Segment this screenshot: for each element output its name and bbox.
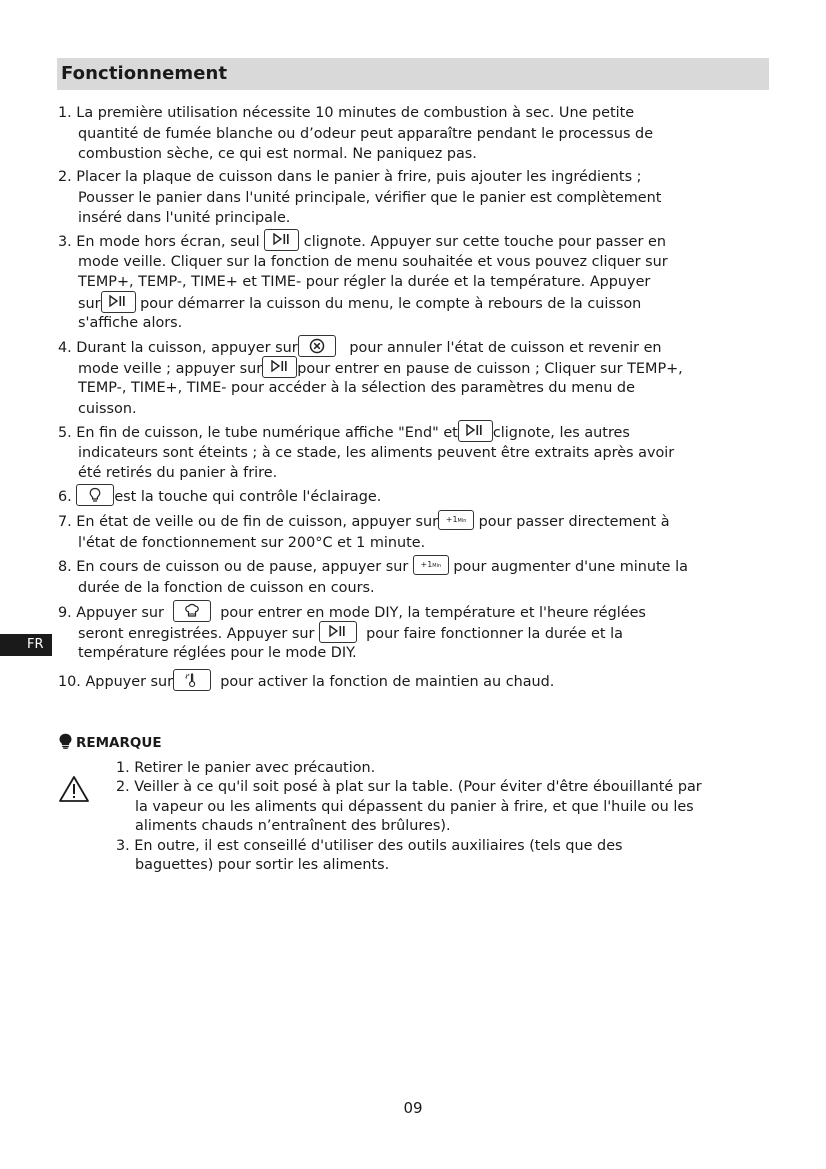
- plus-one-minute-key-icon: [413, 555, 449, 575]
- instruction-line: [58, 623, 770, 644]
- note-item: 3. En outre, il est conseillé d'utiliser des outils auxiliaires (tels que des: [116, 837, 623, 854]
- text-fragment: est la touche qui contrôle l'éclairage.: [114, 489, 382, 505]
- instruction-line: durée de la fonction de cuisson en cours.: [78, 579, 375, 596]
- text-fragment: 10. Appuyer sur: [58, 674, 174, 690]
- text-fragment: 5. En fin de cuisson, le tube numérique affiche "End" et: [58, 425, 458, 441]
- note-item: 2. Veiller à ce qu'il soit posé à plat sur la table. (Pour éviter d'être ébouillanté par: [116, 779, 702, 796]
- text-fragment: clignote. Appuyer sur cette touche pour passer en: [303, 234, 666, 250]
- instruction-item-10: [58, 671, 770, 692]
- section-title: Fonctionnement: [61, 63, 228, 84]
- text-fragment: seront enregistrées. Appuyer sur: [78, 625, 315, 642]
- instruction-line: [58, 486, 770, 507]
- instruction-item-8: [58, 557, 770, 598]
- instruction-line: [58, 602, 770, 623]
- instruction-item-1: [58, 103, 770, 165]
- instruction-item-6: [58, 486, 770, 507]
- text-fragment: clignote, les autres: [492, 425, 630, 441]
- lightbulb-icon: [58, 733, 73, 753]
- plus-key-unit: Min: [457, 518, 467, 524]
- instruction-line: température réglées pour le mode DIY.: [78, 645, 357, 662]
- instruction-line: s'affiche alors.: [78, 315, 183, 332]
- note-list: [116, 759, 796, 875]
- start-pause-key-icon: [264, 229, 299, 251]
- note-item-line: baguettes) pour sortir les aliments.: [135, 856, 390, 873]
- instruction-line: Pousser le panier dans l'unité principale, vérifier que le panier est complètement: [78, 189, 662, 206]
- warning-triangle-icon: [58, 775, 90, 807]
- text-fragment: 7. En état de veille ou de fin de cuisson, appuyer sur: [58, 514, 439, 530]
- instruction-line: cuisson.: [78, 400, 137, 417]
- light-bulb-key-icon: [76, 484, 114, 506]
- text-fragment: sur: [78, 295, 101, 312]
- note-item: 1. Retirer le panier avec précaution.: [116, 760, 376, 776]
- cancel-key-icon: [298, 335, 336, 357]
- instruction-line: été retirés du panier à frire.: [78, 465, 278, 482]
- text-fragment: pour augmenter d'une minute la: [453, 559, 688, 575]
- instruction-line: indicateurs sont éteints ; à ce stade, les aliments peuvent être extraits après avoir: [78, 444, 675, 461]
- plus-key-label: +1: [445, 515, 458, 524]
- instruction-line: [58, 231, 770, 252]
- instruction-line: [58, 557, 770, 578]
- text-fragment: pour passer directement à: [478, 514, 670, 530]
- instruction-line: [58, 512, 770, 533]
- instruction-line: quantité de fumée blanche ou d’odeur peut apparaître pendant le processus de: [78, 125, 654, 142]
- instruction-line: 1. La première utilisation nécessite 10 minutes de combustion à sec. Une petite: [58, 105, 635, 121]
- start-pause-key-icon: [101, 291, 136, 313]
- text-fragment: pour activer la fonction de maintien au chaud.: [220, 674, 555, 690]
- instruction-line: l'état de fonctionnement sur 200°C et 1 minute.: [78, 534, 426, 551]
- instruction-line: TEMP+, TEMP-, TIME+ et TIME- pour régler la durée et la température. Appuyer: [78, 274, 651, 291]
- instruction-item-4: [58, 337, 770, 419]
- plus-key-label: +1: [420, 560, 433, 569]
- text-fragment: pour démarrer la cuisson du menu, le compte à rebours de la cuisson: [140, 295, 642, 312]
- language-tab: FR: [0, 634, 52, 656]
- note-item-line: la vapeur ou les aliments qui dépassent du panier à frire, et que l'huile ou les: [135, 798, 694, 815]
- instruction-line: inséré dans l'unité principale.: [78, 210, 291, 227]
- instruction-item-5: [58, 422, 770, 484]
- text-fragment: 4. Durant la cuisson, appuyer sur: [58, 340, 298, 356]
- page-number: 09: [403, 1099, 423, 1117]
- text-fragment: 8. En cours de cuisson ou de pause, appuyer sur: [58, 559, 409, 575]
- instruction-item-3: [58, 231, 770, 334]
- instruction-line: [58, 293, 770, 314]
- text-fragment: pour entrer en mode DIY, la température et l'heure réglées: [220, 605, 646, 621]
- note-heading: [58, 733, 162, 753]
- start-pause-key-icon: [262, 356, 297, 378]
- start-pause-key-icon: [458, 420, 493, 442]
- keep-warm-key-icon: [173, 669, 211, 691]
- note-item-line: aliments chauds n’entraînent des brûlures).: [135, 818, 451, 835]
- instruction-item-9: [58, 602, 770, 664]
- plus-one-minute-key-icon: [438, 510, 474, 530]
- text-fragment: mode veille ; appuyer sur: [78, 360, 263, 377]
- note-heading-text: REMARQUE: [76, 735, 162, 751]
- instruction-line: 2. Placer la plaque de cuisson dans le panier à frire, puis ajouter les ingrédients ;: [58, 169, 642, 185]
- instruction-line: [58, 422, 770, 443]
- text-fragment: 3. En mode hors écran, seul: [58, 234, 260, 250]
- instruction-line: TEMP-, TIME+, TIME- pour accéder à la sélection des paramètres du menu de: [78, 380, 635, 397]
- text-fragment: pour entrer en pause de cuisson ; Cliquer sur TEMP+,: [297, 360, 683, 377]
- start-pause-key-icon: [319, 621, 357, 643]
- instruction-item-2: [58, 167, 770, 229]
- text-fragment: 9. Appuyer sur: [58, 605, 164, 621]
- instruction-line: combustion sèche, ce qui est normal. Ne paniquez pas.: [78, 146, 477, 163]
- instruction-line: [58, 671, 770, 692]
- instruction-line: mode veille. Cliquer sur la fonction de menu souhaitée et vous pouvez cliquer sur: [78, 253, 668, 270]
- text-fragment: pour annuler l'état de cuisson et revenir en: [349, 340, 662, 356]
- section-header-bar: [57, 58, 769, 90]
- chef-hat-diy-key-icon: [173, 600, 211, 622]
- plus-key-unit: Min: [432, 563, 442, 569]
- instruction-line: [58, 337, 770, 358]
- instruction-line: [58, 358, 770, 379]
- text-fragment: 6.: [58, 489, 72, 505]
- text-fragment: pour faire fonctionner la durée et la: [366, 625, 623, 642]
- instruction-item-7: [58, 512, 770, 553]
